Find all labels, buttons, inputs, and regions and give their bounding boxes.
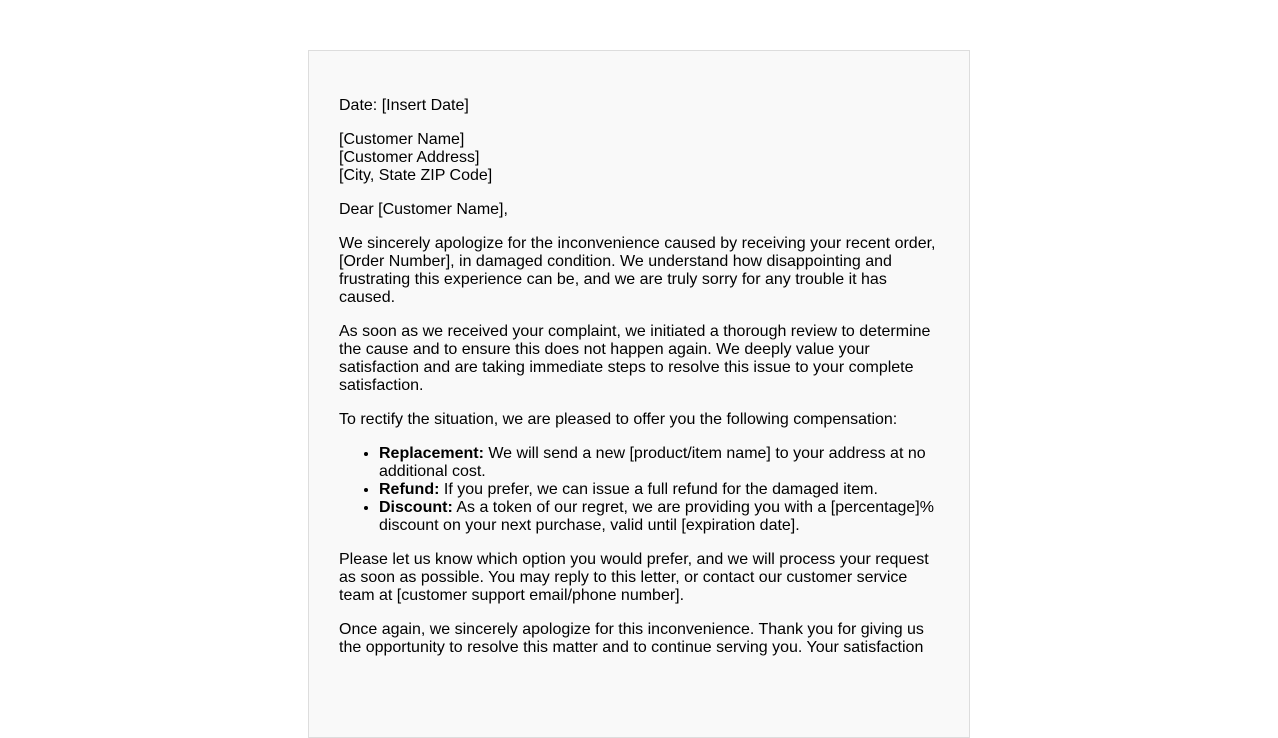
compensation-list <box>339 445 939 535</box>
offer-text: We will send a new [product/item name] to your address at no additional cost. <box>379 445 926 480</box>
review-paragraph: As soon as we received your complaint, we initiated a thorough review to determine the cause and to ensure this does not happen again. We deeply value your satisfaction and are taking immediate steps to resolve this issue to your complete satisfaction. <box>339 323 931 394</box>
list-item-discount <box>379 499 939 535</box>
apology-paragraph: We sincerely apologize for the inconvenience caused by receiving your recent order, [Order Number], in damaged condition. We understand how disappointing and frustrating this experience can be, and we are truly sorry for any trouble it has caused. <box>339 235 936 306</box>
customer-name: [Customer Name] <box>339 131 465 148</box>
offer-label: Discount: <box>379 499 453 516</box>
closing-paragraph: Once again, we sincerely apologize for this inconvenience. Thank you for giving us the opportunity to resolve this matter and to continue serving you. Your satisfaction <box>339 621 924 656</box>
customer-city: [City, State ZIP Code] <box>339 167 493 184</box>
customer-address-block <box>339 131 939 185</box>
letter-greeting: Dear [Customer Name], <box>339 201 508 218</box>
offer-text: As a token of our regret, we are providing you with a [percentage]% discount on your next purchase, valid until [expiration date]. <box>379 499 934 534</box>
offer-text: If you prefer, we can issue a full refund for the damaged item. <box>439 481 878 498</box>
offer-label: Refund: <box>379 481 440 498</box>
customer-street: [Customer Address] <box>339 149 480 166</box>
list-item-replacement <box>379 445 939 481</box>
contact-paragraph: Please let us know which option you would prefer, and we will process your request as soon as possible. You may reply to this letter, or contact our customer service team at [customer support email/phone number]. <box>339 551 929 604</box>
compensation-intro: To rectify the situation, we are pleased to offer you the following compensation: <box>339 411 898 428</box>
list-item-refund <box>379 481 939 499</box>
letter-date: Date: [Insert Date] <box>339 97 469 114</box>
offer-label: Replacement: <box>379 445 484 462</box>
letter-page <box>308 50 970 738</box>
